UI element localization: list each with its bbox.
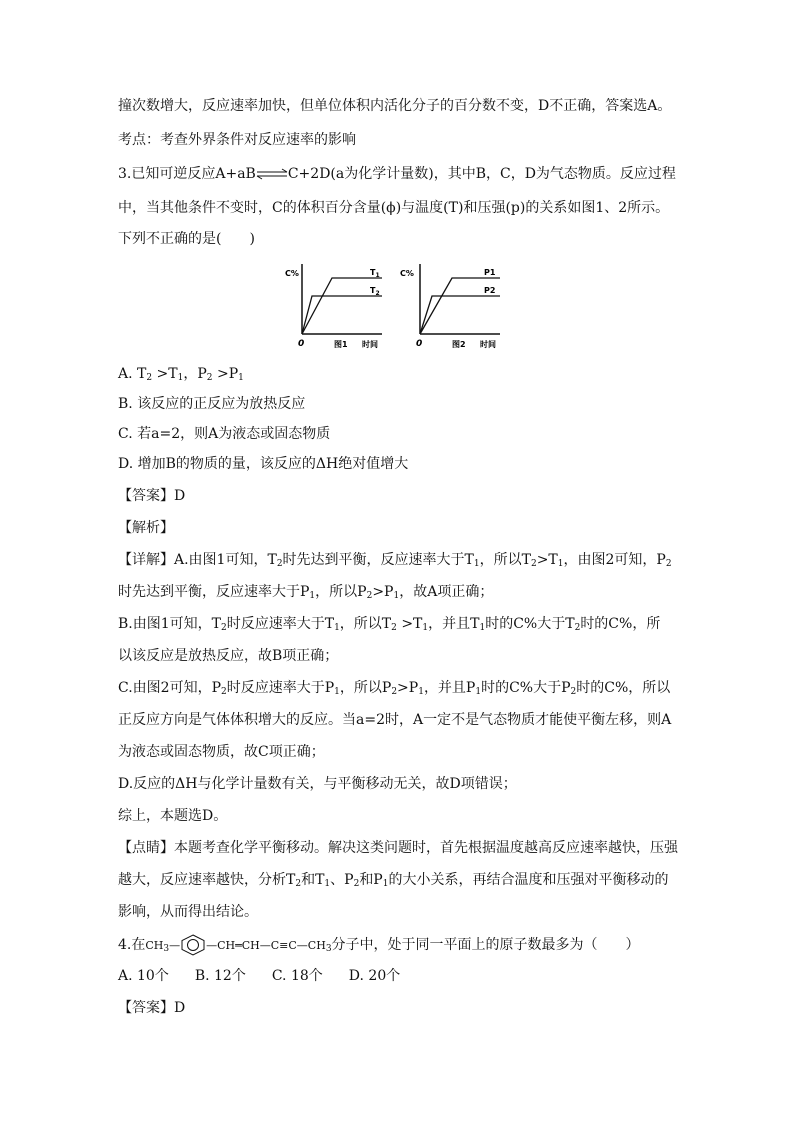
question-4-line [118, 934, 680, 959]
figure-1-graph [280, 258, 395, 353]
benzene-ring-icon [180, 934, 206, 956]
key-point-line: 越大，反应速率越快，分析$T_2$和$T_1$、$P_2$和$P_1$的大小关系，再结合温度和压强对平衡移动的 [118, 872, 669, 889]
answer-label: 【答案】D [118, 1000, 186, 1016]
question-3-line-1 [118, 164, 680, 184]
text: 下列不正确的是( ) [118, 231, 255, 247]
c-percent-label: C% [400, 269, 414, 278]
text-line [118, 130, 680, 150]
time-axis-label: 时间 [362, 340, 378, 349]
explanation-line: 【详解】A.由图1可知，$T_2$时先达到平衡，反应速率大于$T_1$，所以$T_2>T_1$，由图2可知，$P_2$ [118, 552, 672, 569]
time-axis-label: 时间 [480, 340, 496, 349]
p2-label: P2 [484, 286, 496, 295]
text: 中，当其他条件不变时，C的体积百分含量(ϕ)与温度(T)和压强(p)的关系如图1、2所示。 [118, 200, 670, 216]
explanation-line: 以该反应是放热反应，故B项正确； [118, 648, 339, 664]
explanation-line: 时先达到平衡，反应速率大于$P_1$，所以$P_2>P_1$，故A项正确； [118, 584, 494, 601]
ch3-group: $CH_3—$ [145, 939, 181, 954]
explanation-line: B.由图1可知，$T_2$时反应速率大于$T_1$，所以$T_2 >T_1$，并且$T_1$时的C%大于$T_2$时的C%，所 [118, 616, 661, 633]
text: 分子中，处于同一平面上的原子数最多为（ ） [331, 937, 640, 953]
explanation-line: D.反应的ΔH与化学计量数有关，与平衡移动无关，故D项错误； [118, 776, 517, 792]
text: 4.在 [118, 937, 146, 953]
explanation-line: 为液态或固态物质，故C项正确； [118, 744, 325, 760]
t1-label: $T_1$ [370, 268, 380, 279]
text: C+2D(a为化学计量数)，其中B，C，D为气态物质。反应过程 [287, 166, 676, 182]
figure-1-caption: 图1 [334, 340, 348, 349]
origin-label: 0 [416, 339, 423, 349]
option-a: A. 10个 [118, 968, 169, 984]
explanation-line: 综上，本题选D。 [118, 808, 228, 824]
option-d: D. 增加B的物质的量，该反应的ΔH绝对值增大 [118, 456, 409, 472]
explanation-line: C.由图2可知，$P_2$时反应速率大于$P_1$，所以$P_2>P_1$，并且$P_1$时的C%大于$P_2$时的C%，所以 [118, 680, 671, 697]
question-4-options [118, 966, 680, 986]
key-point-line: 影响，从而得出结论。 [118, 904, 258, 920]
p1-label: P1 [484, 268, 496, 277]
question-3-line-3 [118, 229, 680, 249]
side-chain: $—CH═CH—C\equiv C—CH_3$ [206, 939, 332, 954]
figure-2-caption: 图2 [452, 340, 466, 349]
text-line [118, 96, 680, 116]
question-3-line-2 [118, 198, 680, 218]
option-a: A. $T_2 >T_1$，$P_2 >P_1$ [118, 366, 244, 383]
option-d: D. 20个 [348, 968, 401, 984]
figure-2-graph [396, 258, 511, 353]
option-c: C. 若a=2，则A为液态或固态物质 [118, 426, 331, 442]
analysis-label: 【解析】 [118, 520, 174, 536]
option-b: B. 12个 [194, 968, 246, 984]
answer-label: 【答案】D [118, 488, 186, 504]
option-b: B. 该反应的正反应为放热反应 [118, 396, 306, 412]
equilibrium-arrow-icon [256, 168, 288, 180]
text: 考点：考查外界条件对反应速率的影响 [118, 132, 356, 148]
text: 撞次数增大，反应速率加快，但单位体积内活化分子的百分数不变，D不正确，答案选A。 [118, 98, 672, 114]
c-percent-label: C% [285, 269, 299, 278]
origin-label: 0 [298, 339, 305, 349]
key-point-line: 【点睛】本题考查化学平衡移动。解决这类问题时，首先根据温度越高反应速率越快，压强 [118, 840, 678, 856]
option-c: C. 18个 [271, 968, 323, 984]
text: 3.已知可逆反应A+aB [118, 166, 256, 182]
explanation-line: 正反应方向是气体体积增大的反应。当a=2时，A一定不是气态物质才能使平衡左移，则A [118, 712, 672, 728]
t2-label: $T_2$ [370, 286, 380, 297]
